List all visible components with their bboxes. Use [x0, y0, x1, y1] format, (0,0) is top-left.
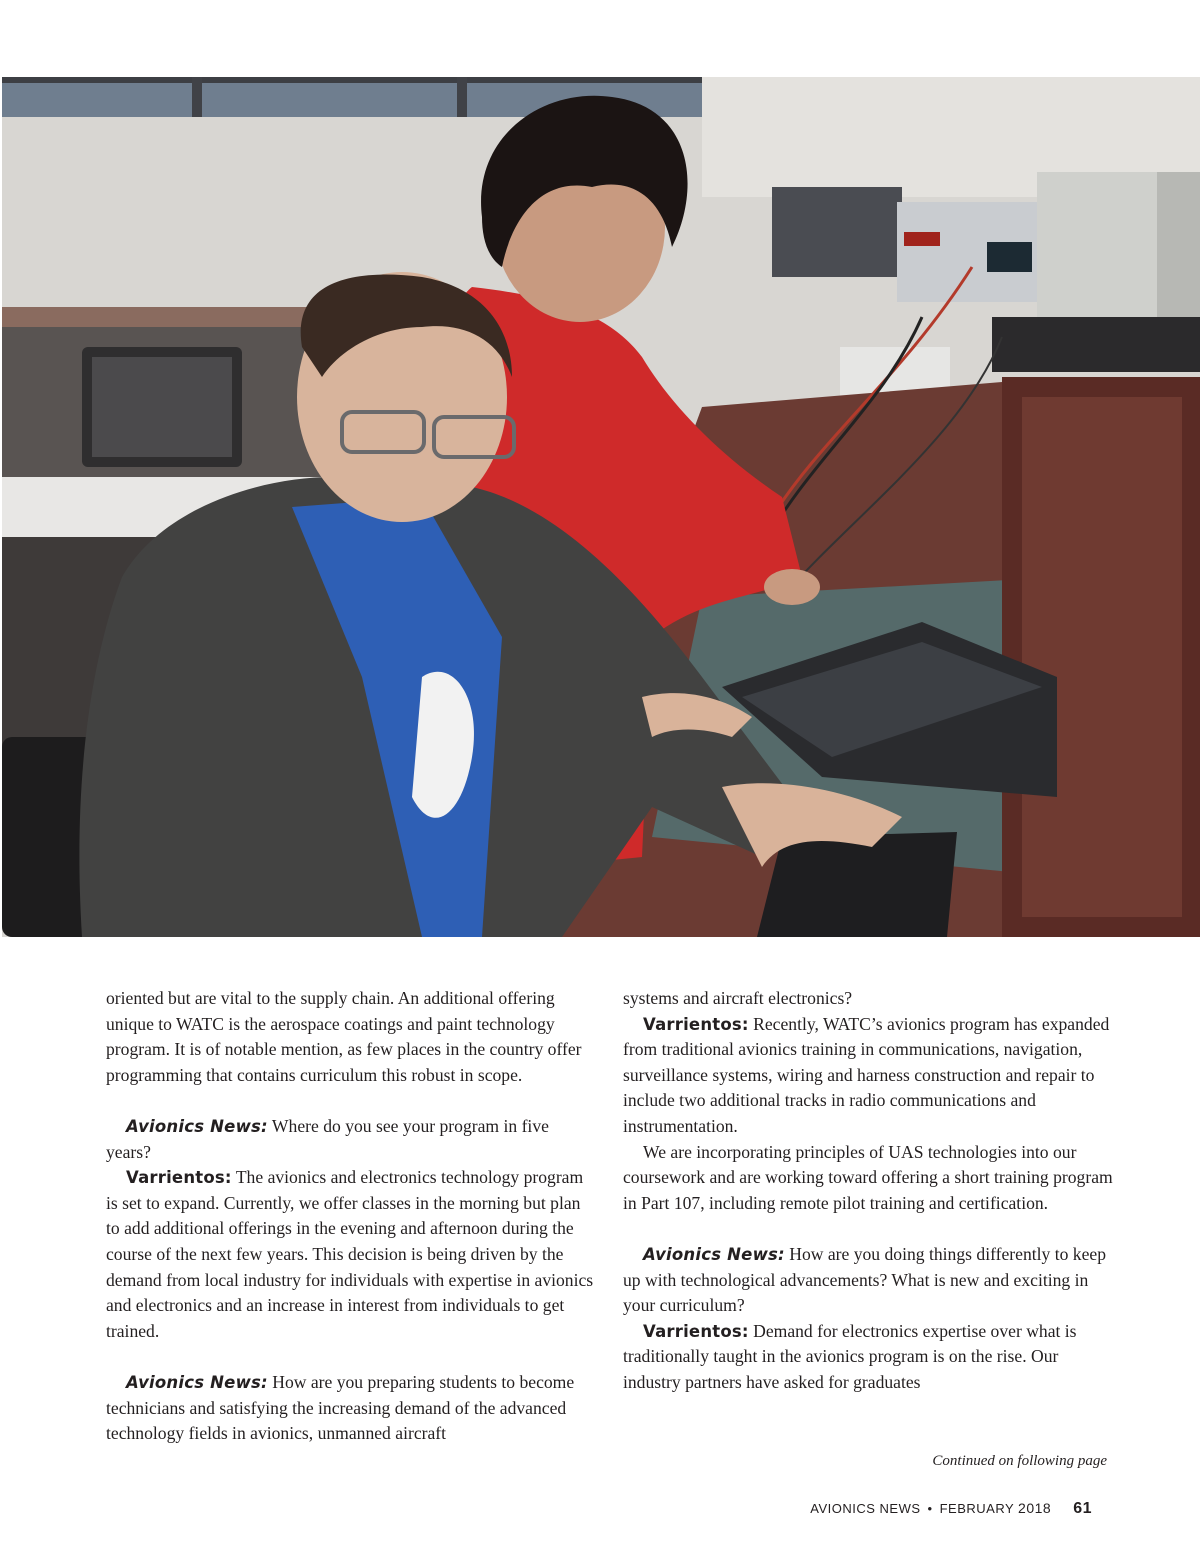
speaker-label: Avionics News:: [643, 1244, 785, 1264]
speaker-label: Varrientos:: [126, 1168, 232, 1188]
question-text: How are you preparing students to become technicians and satisfying the increasing demand of the advanced technology fields in avionics, unmanned aircraft: [106, 1371, 575, 1444]
publication-name: AVIONICS NEWS: [810, 1501, 921, 1516]
answer-text: Recently, WATC’s avionics program has expanded from traditional avionics training in communications, navigation, surveillance systems, wiring and harness construction and repair to include two additional tracks in radio communications and instrumentation.: [623, 1013, 1110, 1136]
answer-text: Demand for electronics expertise over what is traditionally taught in the avionics program is on the rise. Our industry partners have asked for graduates: [623, 1320, 1077, 1392]
lab-photo-illustration: [2, 77, 1200, 937]
paragraph: systems and aircraft electronics?: [623, 988, 853, 1008]
speaker-label: Varrientos:: [643, 1321, 749, 1341]
issue-year: 2018: [1018, 1500, 1052, 1516]
paragraph: oriented but are vital to the supply chain. An additional offering unique to WATC is the aerospace coatings and paint technology program. It is of notable mention, as few places in the country offer programming that contains curriculum this robust in scope.: [106, 988, 582, 1085]
speaker-label: Varrientos:: [643, 1014, 749, 1034]
question-paragraph: [623, 1242, 1113, 1319]
question-text: Where do you see your program in five years?: [106, 1115, 549, 1162]
page-footer: [810, 1500, 1092, 1518]
continued-note: Continued on following page: [932, 1453, 1107, 1469]
question-text: How are you doing things differently to keep up with technological advancements? What is new and exciting in your curriculum?: [623, 1243, 1107, 1316]
answer-paragraph: [106, 1165, 596, 1344]
question-paragraph: [106, 1114, 596, 1165]
right-column: [623, 986, 1113, 1396]
issue-month: FEBRUARY: [939, 1501, 1014, 1516]
speaker-label: Avionics News:: [126, 1372, 268, 1392]
speaker-label: Avionics News:: [126, 1116, 268, 1136]
left-column: [106, 986, 596, 1447]
answer-text: The avionics and electronics technology program is set to expand. Currently, we offer classes in the morning but plan to add additional offerings in the evening and afternoon during the course of the next few years. This decision is being driven by the demand from local industry for individuals with expertise in avionics and electronics and an increase in interest from individuals to get trained.: [106, 1167, 594, 1341]
bullet-separator: •: [927, 1501, 933, 1516]
paragraph: We are incorporating principles of UAS technologies into our coursework and are working toward offering a short training program in Part 107, including remote pilot training and certification.: [623, 1141, 1113, 1213]
lab-photo: [2, 77, 1200, 937]
question-paragraph: [106, 1370, 596, 1447]
answer-paragraph: [623, 1319, 1113, 1396]
answer-paragraph: [623, 1012, 1113, 1140]
page-number: 61: [1073, 1500, 1092, 1517]
